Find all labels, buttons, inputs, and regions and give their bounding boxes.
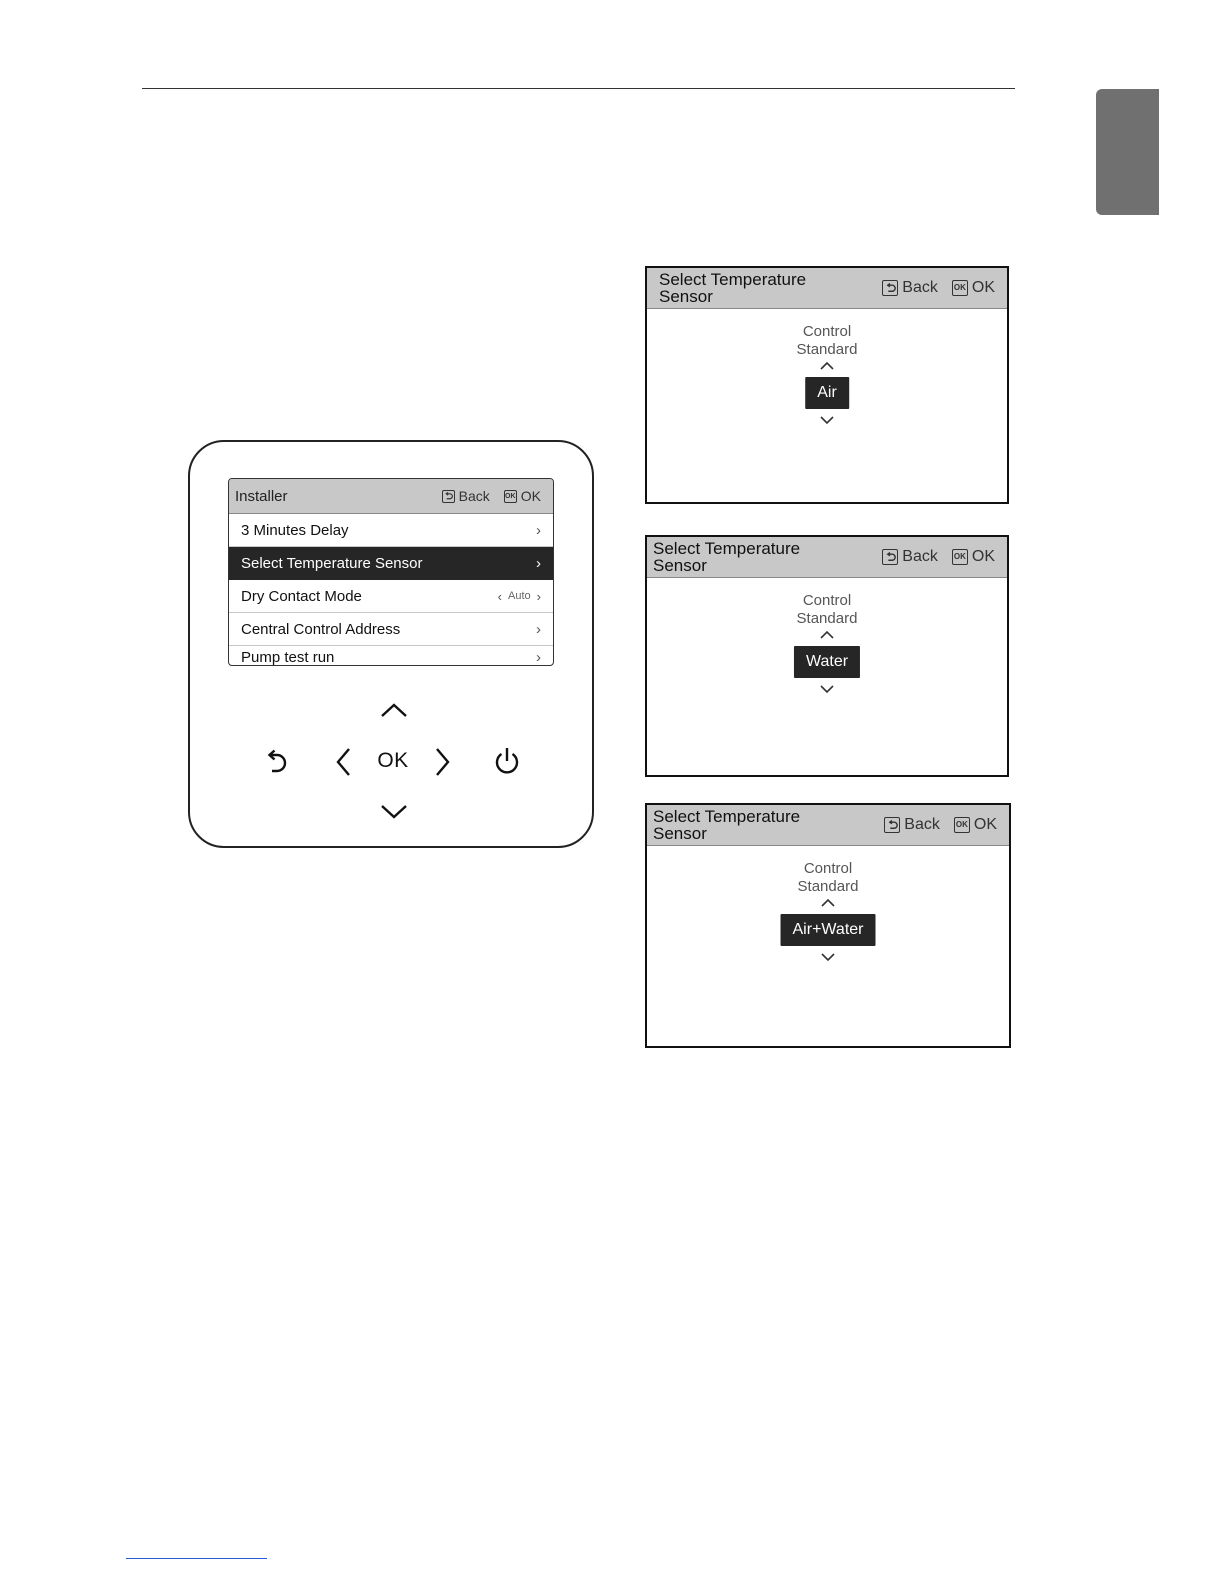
up-arrow-icon	[380, 702, 408, 718]
panel-title-line: Sensor	[653, 824, 707, 843]
control-standard-label	[647, 323, 1007, 359]
menu-item-3-minutes-delay[interactable]	[229, 514, 553, 547]
panel-header	[647, 537, 1007, 578]
remote-controller	[188, 440, 594, 848]
menu-item-label: Select Temperature Sensor	[241, 554, 423, 572]
back-label: Back	[904, 816, 940, 833]
control-standard-label	[647, 860, 1009, 896]
top-divider	[142, 88, 1015, 89]
control-standard-label	[647, 592, 1007, 628]
label-line: Standard	[796, 610, 858, 627]
back-key-icon	[884, 817, 900, 833]
menu-item-label: Central Control Address	[241, 620, 401, 638]
chevron-right-icon: ›	[536, 649, 541, 666]
screen-header	[229, 479, 553, 514]
ok-key-icon: OK	[952, 549, 968, 565]
left-button[interactable]	[332, 745, 354, 779]
panel-title-line: Select Temperature	[659, 270, 807, 289]
back-button[interactable]	[262, 746, 292, 778]
chevron-right-icon: ›	[536, 521, 541, 539]
panel-title	[659, 271, 849, 305]
panel-title-line: Sensor	[653, 556, 707, 575]
menu-item-central-control-address[interactable]	[229, 613, 553, 646]
ok-button[interactable]: OK	[377, 749, 409, 772]
ok-key-icon: OK	[952, 280, 968, 296]
panel-header	[647, 268, 1007, 309]
ok-key-icon: OK	[504, 490, 517, 503]
panel-actions	[882, 279, 995, 297]
selected-sensor-value[interactable]: Water	[794, 646, 860, 678]
menu-item-label: Dry Contact Mode	[241, 587, 362, 605]
panel-actions	[884, 816, 997, 834]
right-arrow-icon	[435, 747, 451, 777]
chevron-down-icon[interactable]	[819, 684, 835, 694]
chevron-right-icon: ›	[536, 554, 541, 572]
header-actions	[442, 488, 541, 504]
panel-header	[647, 805, 1009, 846]
panel-title	[653, 808, 843, 842]
down-arrow-icon	[380, 804, 408, 820]
chevron-right-icon[interactable]: ›	[536, 588, 541, 604]
chevron-up-icon[interactable]	[819, 630, 835, 640]
back-label: Back	[902, 548, 938, 565]
menu-item-pump-test-run[interactable]	[229, 646, 553, 666]
controller-screen	[228, 478, 554, 666]
menu-item-select-temperature-sensor[interactable]	[229, 547, 553, 580]
panel-body	[647, 309, 1007, 499]
down-button[interactable]	[379, 800, 409, 824]
ok-label: OK	[520, 488, 541, 504]
chevron-left-icon[interactable]: ‹	[497, 588, 503, 604]
menu-item-dry-contact-mode[interactable]	[229, 580, 553, 613]
ok-label: OK	[973, 816, 997, 833]
power-button[interactable]	[492, 744, 522, 778]
back-key-icon	[442, 490, 455, 503]
back-key-icon	[882, 549, 898, 565]
panel-title-line: Select Temperature	[653, 539, 801, 558]
power-icon	[493, 746, 521, 776]
chevron-down-icon[interactable]	[820, 952, 836, 962]
panel-actions	[882, 548, 995, 566]
screen-title: Installer	[235, 487, 288, 505]
panel-title-line: Select Temperature	[653, 807, 801, 826]
chapter-tab	[1096, 89, 1159, 215]
back-key-icon	[882, 280, 898, 296]
dry-contact-mode-value: Auto	[508, 590, 531, 602]
selected-sensor-value[interactable]: Air+Water	[781, 914, 876, 946]
menu-item-label: Pump test run	[241, 649, 335, 666]
label-line: Control	[802, 323, 852, 340]
ok-label: OK	[971, 279, 995, 296]
sensor-panel-air-water	[645, 803, 1011, 1048]
footer-link-underline	[126, 1558, 267, 1559]
up-button[interactable]	[379, 698, 409, 722]
back-label: Back	[902, 279, 938, 296]
panel-title	[653, 540, 843, 574]
chevron-up-icon[interactable]	[819, 361, 835, 371]
panel-body	[647, 578, 1007, 772]
chevron-down-icon[interactable]	[819, 415, 835, 425]
sensor-panel-air	[645, 266, 1009, 504]
back-icon	[265, 748, 289, 776]
dry-contact-value	[498, 589, 541, 604]
panel-title-line: Sensor	[659, 287, 713, 306]
panel-body	[647, 846, 1009, 1043]
ok-label: OK	[971, 548, 995, 565]
chevron-up-icon[interactable]	[820, 898, 836, 908]
chevron-right-icon: ›	[536, 620, 541, 638]
menu-item-label: 3 Minutes Delay	[241, 521, 349, 539]
label-line: Control	[802, 592, 852, 609]
label-line: Standard	[797, 878, 859, 895]
selected-sensor-value[interactable]: Air	[805, 377, 849, 409]
ok-key-icon: OK	[954, 817, 970, 833]
label-line: Control	[803, 860, 853, 877]
left-arrow-icon	[335, 747, 351, 777]
sensor-panel-water	[645, 535, 1009, 777]
label-line: Standard	[796, 341, 858, 358]
back-label: Back	[458, 488, 490, 504]
right-button[interactable]	[432, 745, 454, 779]
